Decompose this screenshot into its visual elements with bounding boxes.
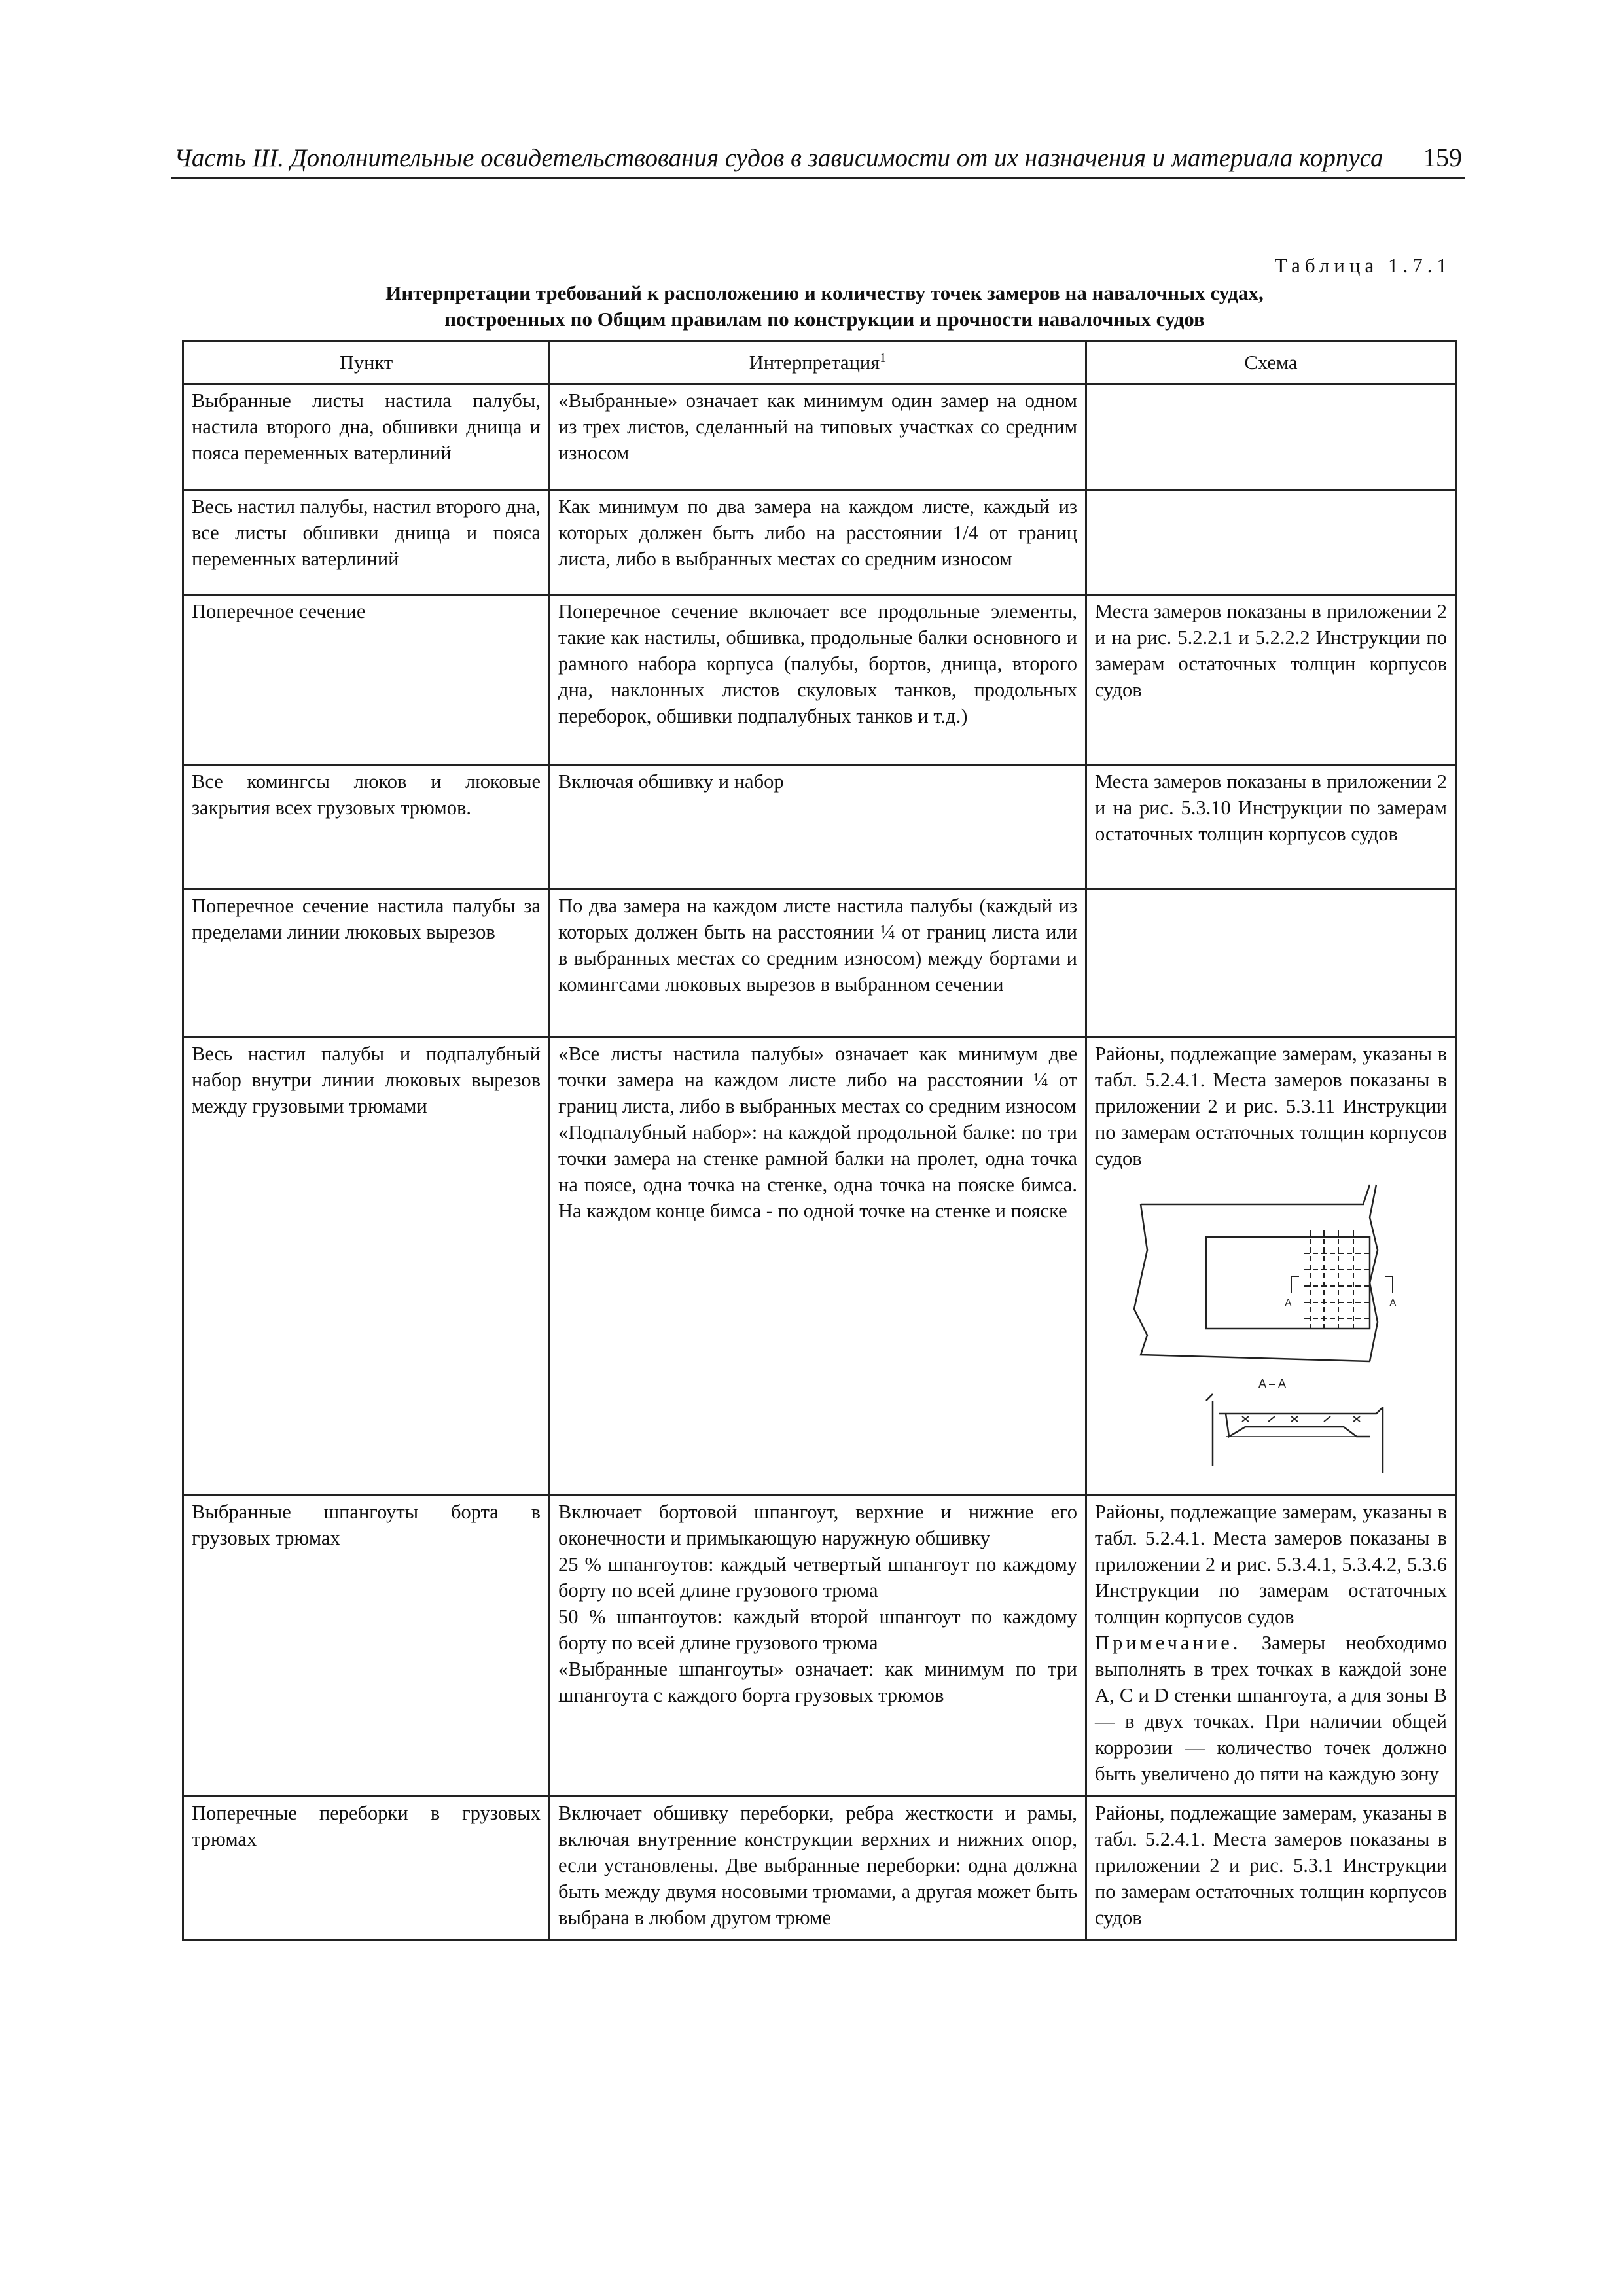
cell-interpretation	[550, 765, 1086, 889]
cell-interpretation	[550, 889, 1086, 1037]
column-header-item: Пункт	[183, 342, 550, 384]
cell-item: Все комингсы люков и люковые закрытия всех грузовых трюмов.	[183, 765, 550, 889]
table-row	[183, 595, 1456, 765]
interpretation-paragraph: Как минимум по два замера на каждом листе, каждый из которых должен быть либо на расстоянии 1/4 от границ листа, либо в выбранных местах со средним износом	[558, 495, 1077, 570]
table-row	[183, 889, 1456, 1037]
note-label: Примечание.	[1095, 1632, 1241, 1654]
cell-interpretation	[550, 1797, 1086, 1941]
footnote-mark: 1	[880, 350, 887, 365]
cell-scheme	[1086, 765, 1456, 889]
section-mark-right: A	[1389, 1298, 1397, 1309]
table-caption-line1: Интерпретации требований к расположению и количеству точек замеров на навалочных судах,	[385, 281, 1264, 304]
interpretation-paragraph: Поперечное сечение включает все продольные элементы, такие как настилы, обшивка, продольные балки основного и рамного набора корпуса (палубы, бортов, днища, второго дна, наклонных листов скуловых танков, продольных переборок, обшивки подпалубных танков и т.д.)	[558, 600, 1077, 727]
table-number: Таблица 1.7.1	[1274, 254, 1452, 277]
running-head	[171, 139, 1465, 179]
page-number: 159	[1423, 143, 1462, 172]
note	[1095, 1630, 1447, 1787]
table-row	[183, 384, 1456, 490]
note-text: Замеры необходимо выполнять в трех точках в каждой зоне A, C и D стенки шпангоута, а для зоны B — в двух точках. При наличии общей коррозии — количество точек должно быть увеличено до пяти на каждую зону	[1095, 1632, 1447, 1785]
cell-item: Поперечные переборки в грузовых трюмах	[183, 1797, 550, 1941]
table-row	[183, 1496, 1456, 1797]
scheme-paragraph: Районы, подлежащие замерам, указаны в табл. 5.2.4.1. Места замеров показаны в приложении 2 и рис. 5.3.1 Инструкции по замерам остаточных толщин корпусов судов	[1095, 1802, 1447, 1929]
cell-scheme	[1086, 1496, 1456, 1797]
cell-item: Поперечное сечение	[183, 595, 550, 765]
interpretation-paragraph: Включая обшивку и набор	[558, 770, 784, 793]
scheme-paragraph: Места замеров показаны в приложении 2 и на рис. 5.2.2.1 и 5.2.2.2 Инструкции по замерам остаточных толщин корпусов судов	[1095, 600, 1447, 701]
scheme-paragraph: Районы, подлежащие замерам, указаны в табл. 5.2.4.1. Места замеров показаны в приложении 2 и рис. 5.3.4.1, 5.3.4.2, 5.3.6 Инструкции по замерам остаточных толщин корпусов судов	[1095, 1501, 1447, 1628]
running-title: Часть III. Дополнительные освидетельствования судов в зависимости от их назначения и материала корпуса	[174, 144, 1383, 172]
cell-scheme	[1086, 1797, 1456, 1941]
interpretation-paragraph: По два замера на каждом листе настила палубы (каждый из которых должен быть на расстоянии ¼ от границ листа или в выбранных местах со средним износом) между бортами и комингсами люковых вырезов в выбранном сечении	[558, 895, 1077, 996]
table-caption	[183, 280, 1466, 332]
table-row	[183, 1797, 1456, 1941]
column-header-scheme: Схема	[1086, 342, 1456, 384]
cell-item: Весь настил палубы, настил второго дна, все листы обшивки днища и пояса переменных ватерлиний	[183, 490, 550, 595]
column-header-interpretation	[550, 342, 1086, 384]
cell-interpretation	[550, 490, 1086, 595]
column-header-interpretation-label: Интерпретация	[749, 351, 880, 374]
cell-item: Поперечное сечение настила палубы за пределами линии люковых вырезов	[183, 889, 550, 1037]
interpretation-table	[182, 340, 1457, 1941]
table-header-row	[183, 342, 1456, 384]
cell-interpretation	[550, 1496, 1086, 1797]
cell-scheme	[1086, 384, 1456, 490]
interpretation-paragraph: «Выбранные шпангоуты» означает: как минимум по три шпангоута с каждого борта грузовых трюмов	[558, 1658, 1077, 1706]
interpretation-paragraph: 50 % шпангоутов: каждый второй шпангоут по каждому борту по всей длине грузового трюма	[558, 1605, 1077, 1654]
scheme-paragraph: Места замеров показаны в приложении 2 и на рис. 5.3.10 Инструкции по замерам остаточных толщин корпусов судов	[1095, 770, 1447, 845]
interpretation-paragraph: 25 % шпангоутов: каждый четвертый шпангоут по каждому борту по всей длине грузового трюма	[558, 1553, 1077, 1602]
cell-scheme	[1086, 1037, 1456, 1496]
cell-interpretation	[550, 595, 1086, 765]
table-row	[183, 765, 1456, 889]
table-caption-line2: построенных по Общим правилам по конструкции и прочности навалочных судов	[444, 308, 1205, 331]
section-mark-left: A	[1285, 1298, 1292, 1309]
cell-scheme	[1086, 490, 1456, 595]
interpretation-paragraph: «Подпалубный набор»: на каждой продольной балке: по три точки замера на стенке рамной балки на пролет, одна точка на поясе, одна точка на стенке, одна точка на пояске бимса. На каждом конце бимса - по одной точке на стенке и пояске	[558, 1121, 1077, 1222]
cell-item: Выбранные шпангоуты борта в грузовых трюмах	[183, 1496, 550, 1797]
interpretation-paragraph: Включает бортовой шпангоут, верхние и нижние его оконечности и примыкающую наружную обшивку	[558, 1501, 1077, 1549]
section-label: A – A	[1258, 1377, 1287, 1390]
interpretation-paragraph: «Выбранные» означает как минимум один замер на одном из трех листов, сделанный на типовых участках со средним износом	[558, 389, 1077, 464]
cell-item: Весь настил палубы и подпалубный набор внутри линии люковых вырезов между грузовыми трюмами	[183, 1037, 550, 1496]
interpretation-paragraph: «Все листы настила палубы» означает как минимум две точки замера на каждом листе либо на расстоянии ¼ от границ листа, либо в выбранных местах со средним износом	[558, 1043, 1077, 1117]
cell-scheme	[1086, 595, 1456, 765]
interpretation-paragraph: Включает обшивку переборки, ребра жесткости и рамы, включая внутренние конструкции верхних и нижних опор, если установлены. Две выбранные переборки: одна должна быть между двумя носовыми трюмами, а другая может быть выбрана в любом другом трюме	[558, 1802, 1077, 1929]
cell-item: Выбранные листы настила палубы, настила второго дна, обшивки днища и пояса переменных ватерлиний	[183, 384, 550, 490]
table-row	[183, 490, 1456, 595]
scheme-paragraph: Районы, подлежащие замерам, указаны в табл. 5.2.4.1. Места замеров показаны в приложении 2 и рис. 5.3.11 Инструкции по замерам остаточных толщин корпусов судов	[1095, 1043, 1447, 1170]
cell-interpretation	[550, 384, 1086, 490]
cell-scheme	[1086, 889, 1456, 1037]
table-row	[183, 1037, 1456, 1496]
deck-framing-sketch	[1095, 1178, 1435, 1486]
cell-interpretation	[550, 1037, 1086, 1496]
